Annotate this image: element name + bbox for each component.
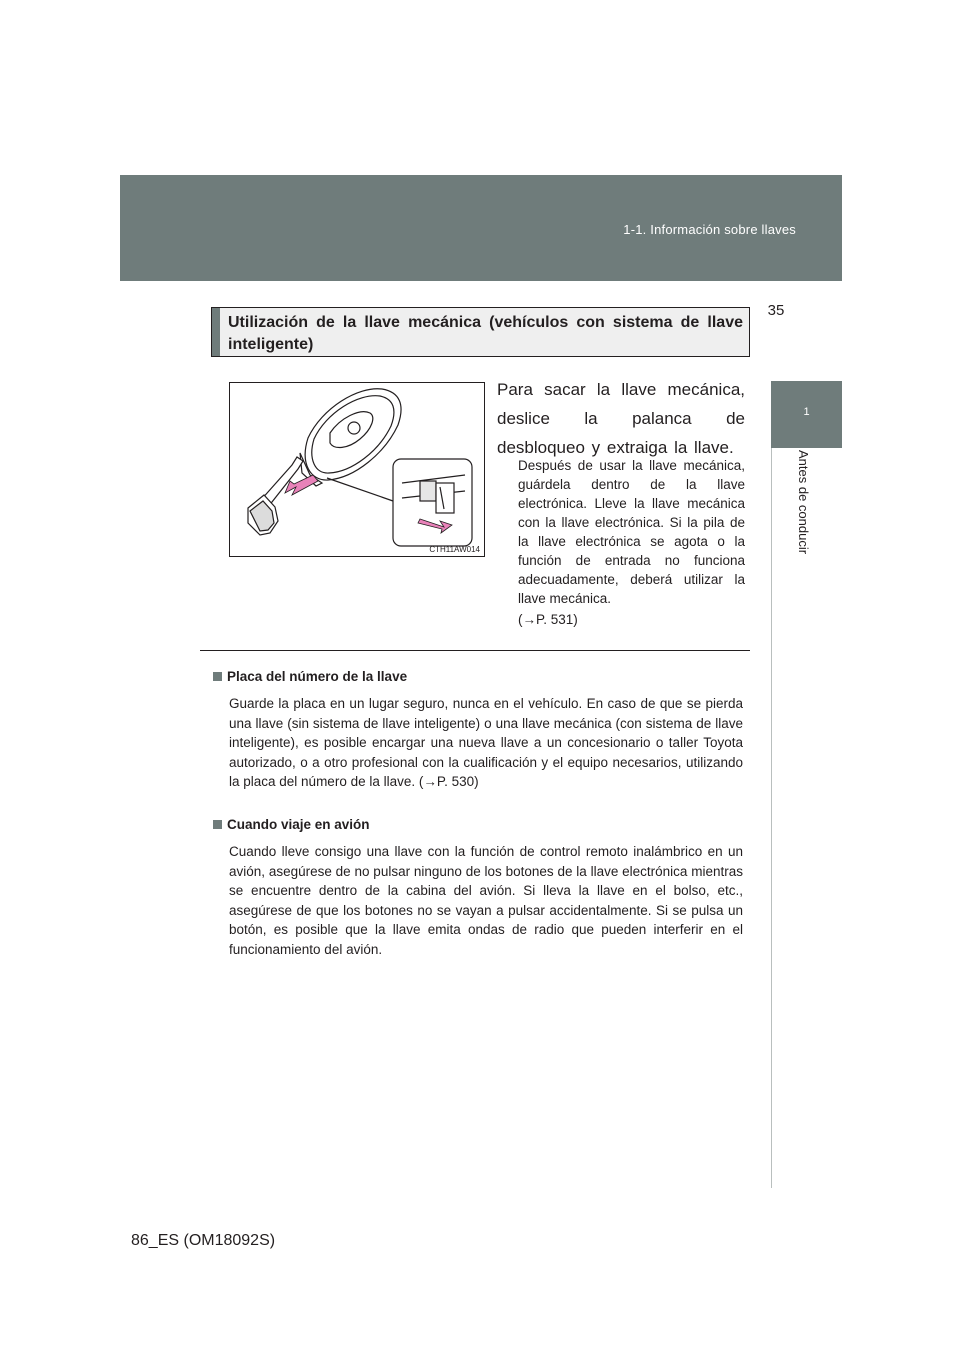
chapter-tab (771, 381, 842, 448)
section-header: 1-1. Información sobre llaves (623, 222, 796, 237)
square-bullet-icon (213, 672, 222, 681)
page-number: 35 (767, 302, 785, 319)
square-bullet-icon (213, 820, 222, 829)
detail-text: Después de usar la llave mecánica, guárdela dentro de la llave electrónica. Lleve la llave mecánica con la llave electrónica. Si la pila de la llave electrónica se agota o la función de entrada no funciona adecuadamente, deberá utilizar la llave mecánica. (518, 458, 745, 606)
chapter-title: Antes de conducir (796, 450, 811, 555)
section-title-box (211, 307, 750, 357)
figure-code: CTH11AW014 (429, 545, 480, 554)
key-illustration (229, 382, 485, 557)
page-reference-link[interactable]: (→P. 531) (518, 612, 578, 627)
note-heading-airplane (213, 817, 370, 832)
section-divider (200, 650, 750, 651)
header-band (120, 175, 842, 281)
chapter-number: 1 (803, 406, 810, 418)
intro-text: Para sacar la llave mecánica, deslice la palanca de desbloqueo y extraiga la llave. (497, 380, 745, 457)
note-title: Placa del número de la llave (227, 669, 408, 684)
section-title-accent (212, 308, 220, 356)
note-body-airplane: Cuando lleve consigo una llave con la función de control remoto inalámbrico en un avión, asegúrese de no pulsar ninguno de los botones de la llave electrónica mientras se encuentre dentro de la cabina del avión. Si lleva la llave en el bolso, etc., asegúrese de que los botones no se vayan a pulsar accidentalmente. Si se pulsa un botón, es posible que la llave emita ondas de radio que pueden interferir en el funcionamiento del avión. (229, 844, 743, 957)
document-code: 86_ES (OM18092S) (131, 1232, 276, 1249)
note-title: Cuando viaje en avión (227, 817, 370, 832)
smart-key-diagram (230, 383, 484, 556)
note-body-key-plate: Guarde la placa en un lugar seguro, nunca en el vehículo. En caso de que se pierda una llave (sin sistema de llave inteligente) o una llave mecánica (con sistema de llave inteligente), es posible encargar una nueva llave a un concesionario o taller Toyota autorizado, o a otro profesional con la cualificación y el equipo necesarios, utilizando la placa del número de la llave. (→P. 530) (229, 696, 743, 789)
chapter-title-vertical (796, 450, 810, 600)
note-heading-key-plate (213, 669, 407, 684)
section-title: Utilización de la llave mecánica (vehículos con sistema de llave inteligente) (228, 314, 743, 353)
mechanical-key-icon (248, 457, 303, 535)
smart-key-icon (300, 389, 401, 486)
